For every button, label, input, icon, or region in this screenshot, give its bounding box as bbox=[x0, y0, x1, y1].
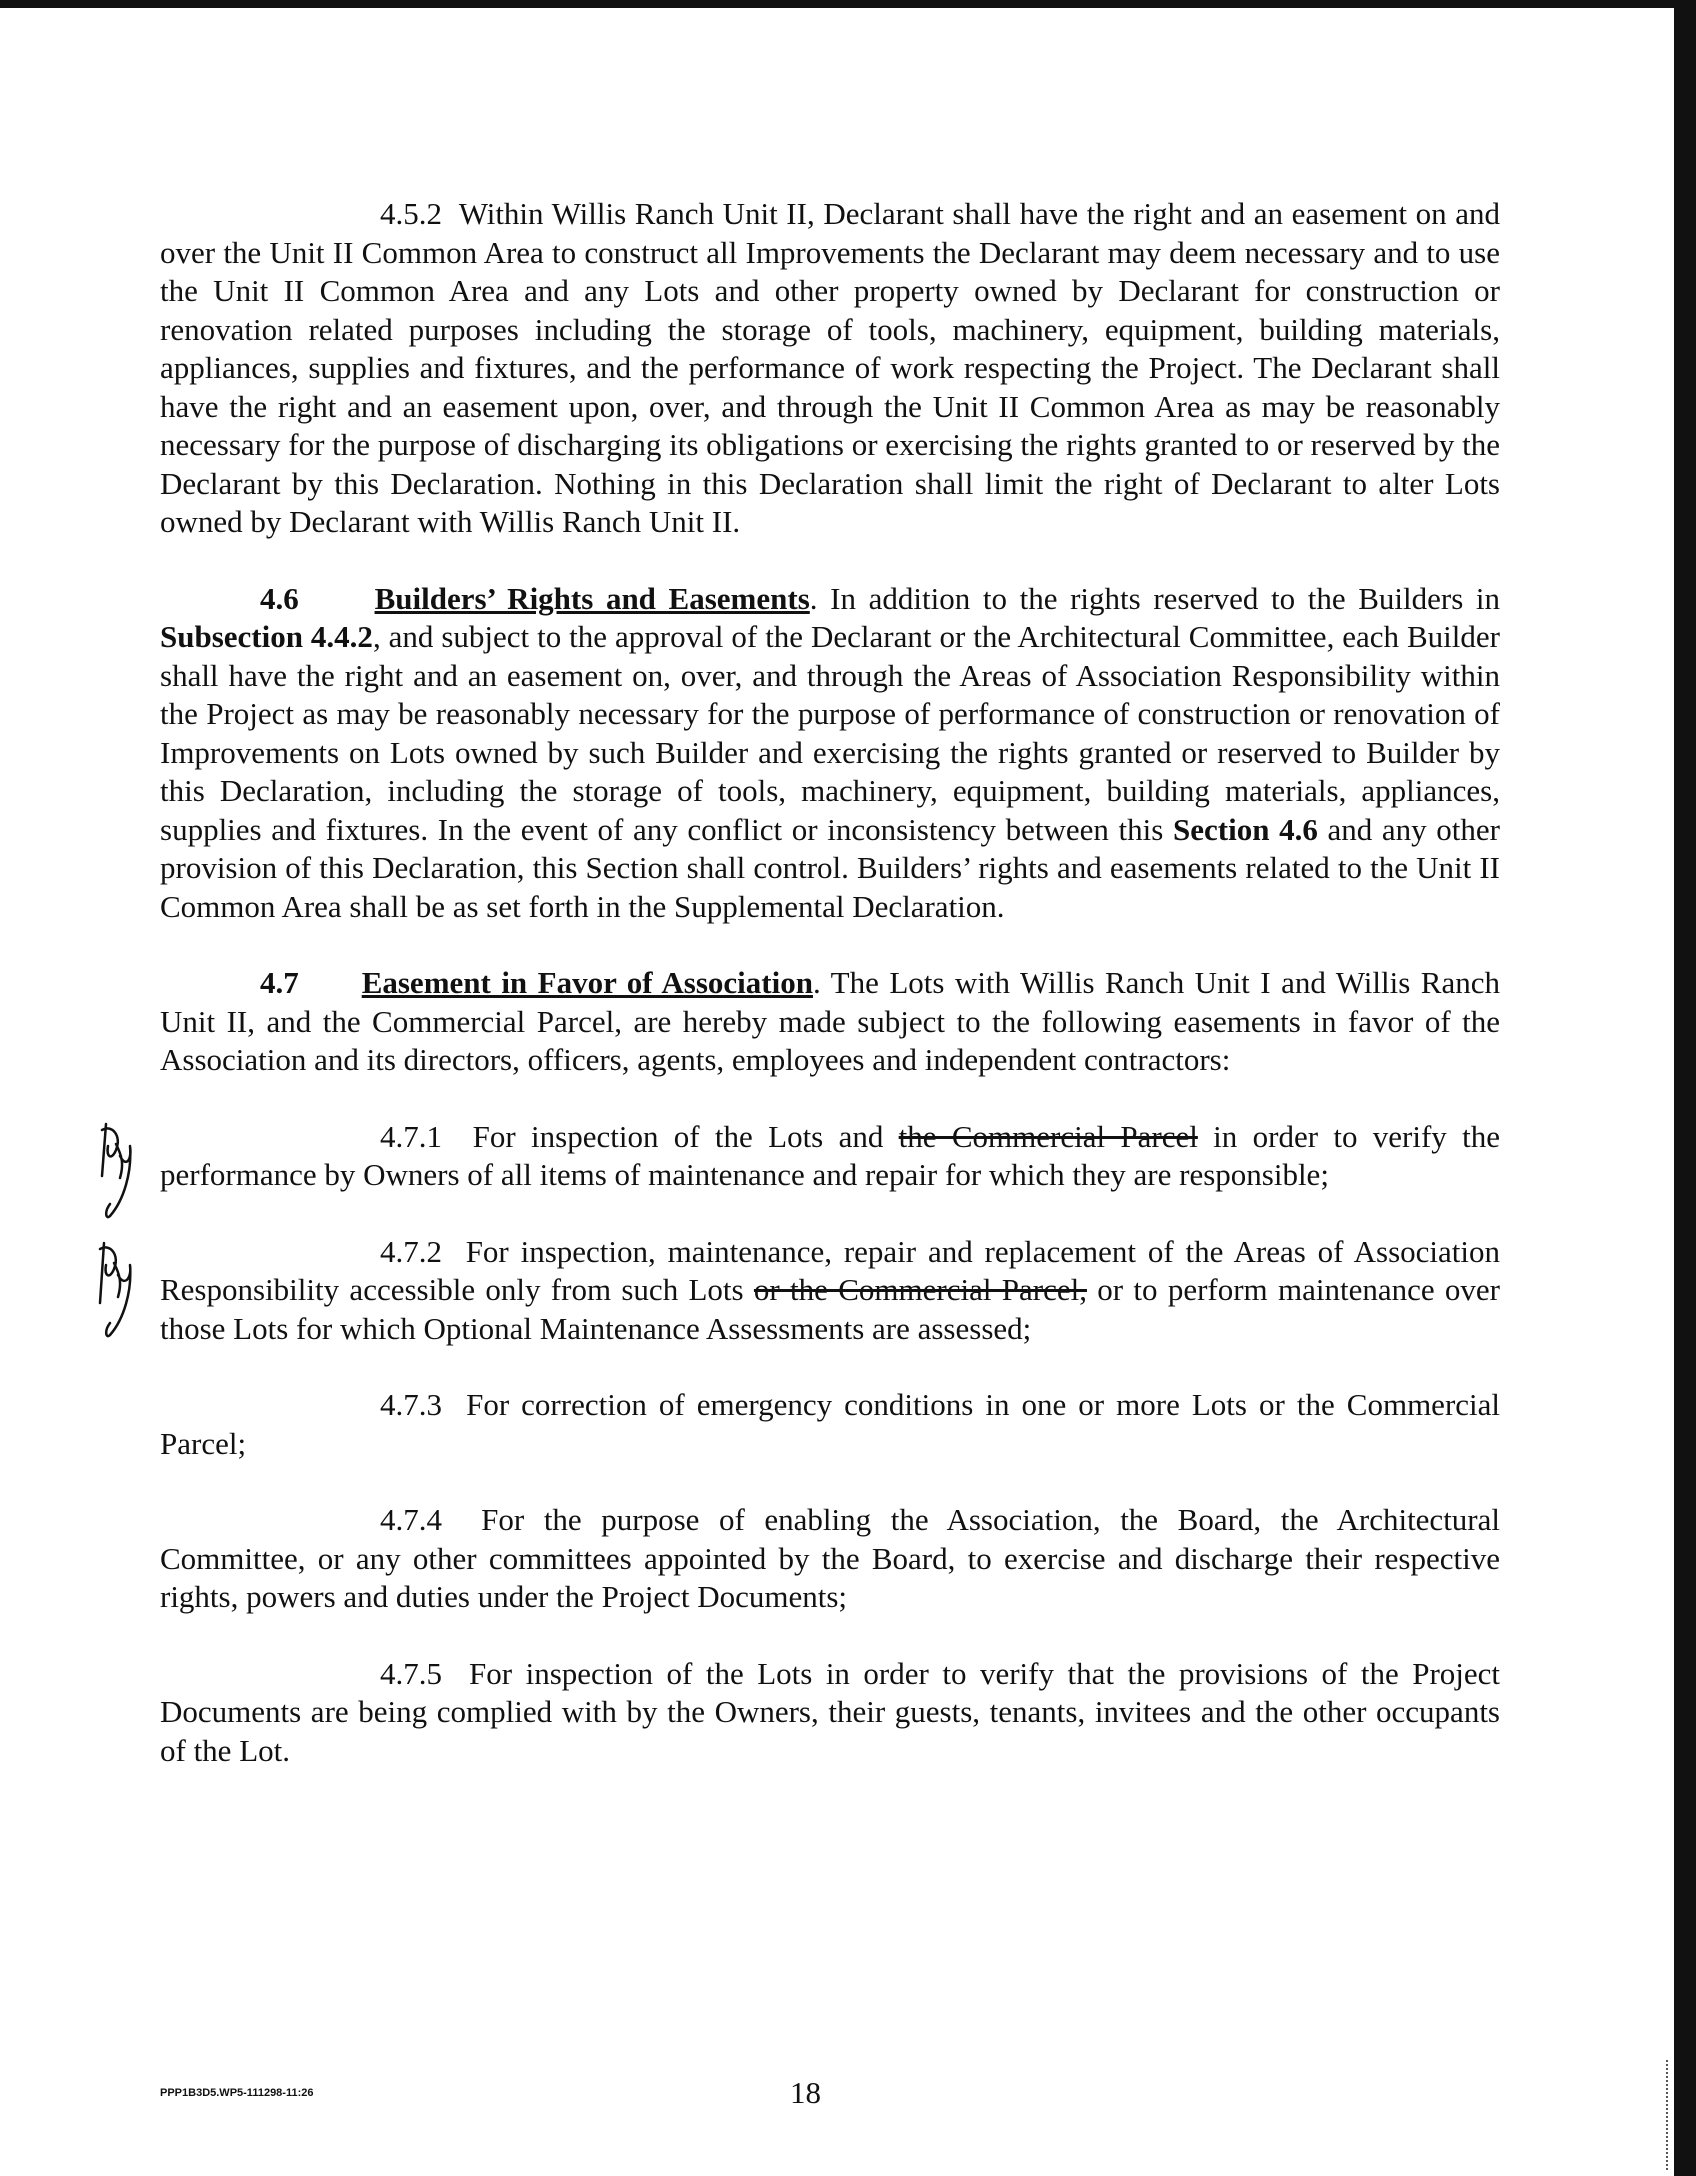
page-number: 18 bbox=[790, 2075, 821, 2110]
paragraph-text: For inspection, maintenance, repair and replacement of the Areas of Association Responsibility accessible only from such Lots bbox=[160, 1233, 1500, 1307]
paragraph-text: Within Willis Ranch Unit II, Declarant shall have the right and an easement on and over the Unit II Common Area to construct all Improvements the Declarant may deem necessary and to use the Unit II Common Area and any Lots and other property owned by Declarant for construction or renovation related purposes including the storage of tools, machinery, equipment, building materials, appliances, supplies and fixtures, and the performance of work respecting the Project. The Declarant shall have the right and an easement upon, over, and through the Unit II Common Area as may be reasonably necessary for the purpose of discharging its obligations or exercising the rights granted to or reserved by the Declarant by this Declaration. Nothing in this Declaration shall limit the right of Declarant to alter Lots owned by Declarant with Willis Ranch Unit II. bbox=[160, 196, 1500, 539]
paragraph-text: For inspection of the Lots in order to verify that the provisions of the Project Documents are being complied with by the Owners, their guests, tenants, invitees and the other occupants of the Lot. bbox=[160, 1655, 1501, 1768]
cross-reference: Section 4.6 bbox=[1173, 811, 1318, 847]
paragraph-text: For inspection of the Lots and bbox=[472, 1118, 899, 1154]
paragraph-number: 4.7.3 bbox=[380, 1387, 442, 1422]
paragraph-number: 4.7.2 bbox=[380, 1233, 442, 1269]
paragraph-4-7-2 bbox=[160, 1233, 1500, 1349]
document-code: PPP1B3D5.WP5-111298-11:26 bbox=[160, 2087, 314, 2099]
page-footer bbox=[160, 2075, 1500, 2115]
section-4-7 bbox=[160, 964, 1500, 1080]
section-4-6 bbox=[160, 580, 1500, 927]
scan-top-edge bbox=[0, 0, 1696, 8]
paragraph-4-7-1 bbox=[160, 1118, 1500, 1195]
section-text: , and subject to the approval of the Declarant or the Architectural Committee, each Builder shall have the right and an easement on, over, and through the Areas of Association Responsibility within the Project as may be reasonably necessary for the purpose of performance of construction or renovation of Improvements on Lots owned by such Builder and exercising the rights granted or reserved to Builder by this Declaration, including the storage of tools, machinery, equipment, building materials, appliances, supplies and fixtures. In the event of any conflict or inconsistency between this bbox=[160, 619, 1500, 847]
cross-reference: Subsection 4.4.2 bbox=[160, 619, 373, 654]
paragraph-4-5-2 bbox=[160, 195, 1500, 542]
section-text: . In addition to the rights reserved to the Builders in bbox=[809, 580, 1501, 616]
section-number: 4.6 bbox=[260, 580, 299, 616]
paragraph-4-7-5 bbox=[160, 1655, 1500, 1771]
paragraph-number: 4.5.2 bbox=[380, 196, 442, 231]
section-text: and any other provision of this Declaration, this Section shall control. Builders’ rights and easements related to the Unit II Common Area shall be as set forth in the Supplemental Declaration. bbox=[160, 811, 1501, 924]
paragraph-4-7-4 bbox=[160, 1501, 1500, 1617]
section-title: Builders’ Rights and Easements bbox=[374, 580, 810, 616]
section-title: Easement in Favor of Association bbox=[361, 965, 813, 1000]
paragraph-text: For the purpose of enabling the Association, the Board, the Architectural Committee, or any other committees appointed by the Board, to exercise and discharge their respective rights, powers and duties under the Project Documents; bbox=[160, 1502, 1501, 1614]
document-body bbox=[160, 195, 1500, 1808]
handwritten-initials-mark bbox=[92, 1116, 138, 1226]
paragraph-number: 4.7.1 bbox=[380, 1118, 442, 1154]
struck-text: the Commercial Parcel bbox=[898, 1118, 1198, 1154]
paragraph-text: or to perform maintenance over those Lots for which Optional Maintenance Assessments are assessed; bbox=[160, 1272, 1500, 1346]
paragraph-number: 4.7.5 bbox=[380, 1655, 442, 1691]
section-text: . The Lots with Willis Ranch Unit I and Willis Ranch Unit II, and the Commercial Parcel, are hereby made subject to the following easements in favor of the Association and its directors, officers, agents, employees and independent contractors: bbox=[160, 965, 1501, 1077]
scan-right-edge bbox=[1674, 0, 1696, 2176]
scan-artifact-dots bbox=[1662, 2060, 1668, 2170]
section-number: 4.7 bbox=[260, 965, 299, 1000]
handwritten-initials-mark bbox=[92, 1233, 138, 1343]
struck-text: or the Commercial Parcel, bbox=[753, 1272, 1087, 1307]
paragraph-text: in order to verify the performance by Owners of all items of maintenance and repair for which they are responsible; bbox=[160, 1118, 1500, 1192]
paragraph-text: For correction of emergency conditions in one or more Lots or the Commercial Parcel; bbox=[160, 1387, 1501, 1461]
paragraph-number: 4.7.4 bbox=[380, 1502, 442, 1537]
paragraph-4-7-3 bbox=[160, 1386, 1500, 1463]
